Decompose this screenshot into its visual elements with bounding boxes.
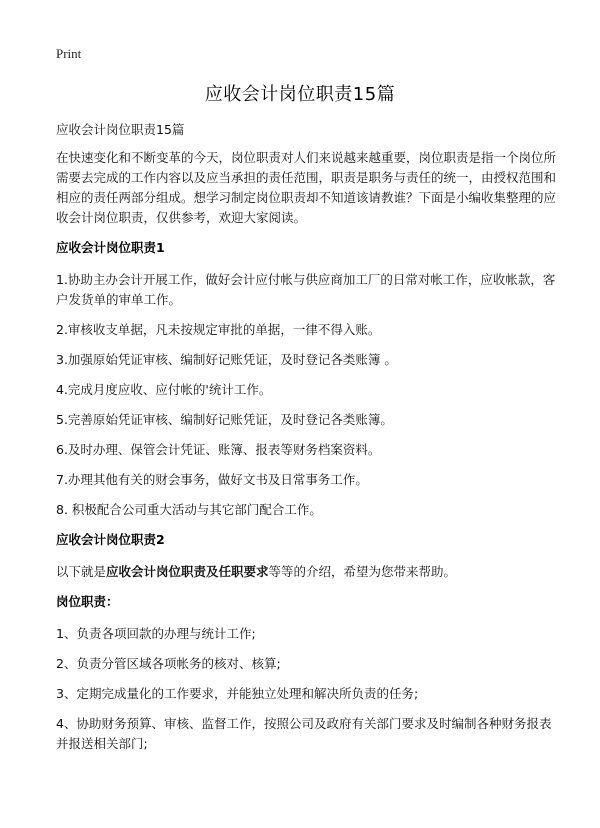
list-item: 2、负责分管区域各项帐务的核对、核算;: [56, 656, 281, 671]
intro-prefix: 以下就是: [56, 564, 107, 579]
list-item: 3、定期完成量化的工作要求，并能独立处理和解决所负责的任务;: [56, 686, 419, 701]
page-title: 应收会计岗位职责15篇: [204, 84, 396, 105]
list-item: 3.加强原始凭证审核、编制好记账凭证，及时登记各类账簿 。: [56, 352, 397, 367]
list-item: 2.审核收支单据，凡未按规定审批的单据，一律不得入账。: [56, 322, 381, 337]
duties-subheading: 岗位职责：: [56, 594, 119, 609]
list-item: 6.及时办理、保管会计凭证、账簿、报表等财务档案资料。: [56, 442, 381, 457]
intro-bold-link-text: 应收会计岗位职责及任职要求: [106, 564, 269, 579]
document-subtitle: 应收会计岗位职责15篇: [56, 122, 185, 137]
list-item: 4.完成月度应收、应付帐的'统计工作。: [56, 382, 272, 397]
list-item: 1、负责各项回款的办理与统计工作;: [56, 626, 256, 641]
list-item: 1.协助主办会计开展工作，做好会计应付帐与供应商加工厂的日常对帐工作，应收帐款，客户发货单的审单工作。: [56, 272, 556, 307]
list-item: 5.完善原始凭证审核、编制好记账凭证，及时登记各类账簿。: [56, 412, 393, 427]
list-item: 4、协助财务预算、审核、监督工作，按照公司及政府有关部门要求及时编制各种财务报表并报送相关部门;: [56, 716, 552, 751]
intro-suffix: 等等的介绍，希望为您带来帮助。: [268, 564, 457, 579]
section-heading-1: 应收会计岗位职责1: [56, 240, 165, 255]
list-item: 8. 积极配合公司重大活动与其它部门配合工作。: [56, 502, 322, 517]
list-item: 7.办理其他有关的财会事务，做好文书及日常事务工作。: [56, 472, 368, 487]
print-label: Print: [56, 46, 82, 61]
document-body: [56, 120, 556, 764]
section-heading-2: 应收会计岗位职责2: [56, 532, 165, 547]
section2-intro: [56, 562, 556, 582]
intro-paragraph: 在快速变化和不断变革的今天，岗位职责对人们来说越来越重要，岗位职责是指一个岗位所需要去完成的工作内容以及应当承担的责任范围，职责是职务与责任的统一，由授权范围和相应的责任两部分组成。想学习制定岗位职责却不知道该请教谁？下面是小编收集整理的应收会计岗位职责，仅供参考，欢迎大家阅读。: [56, 150, 557, 225]
